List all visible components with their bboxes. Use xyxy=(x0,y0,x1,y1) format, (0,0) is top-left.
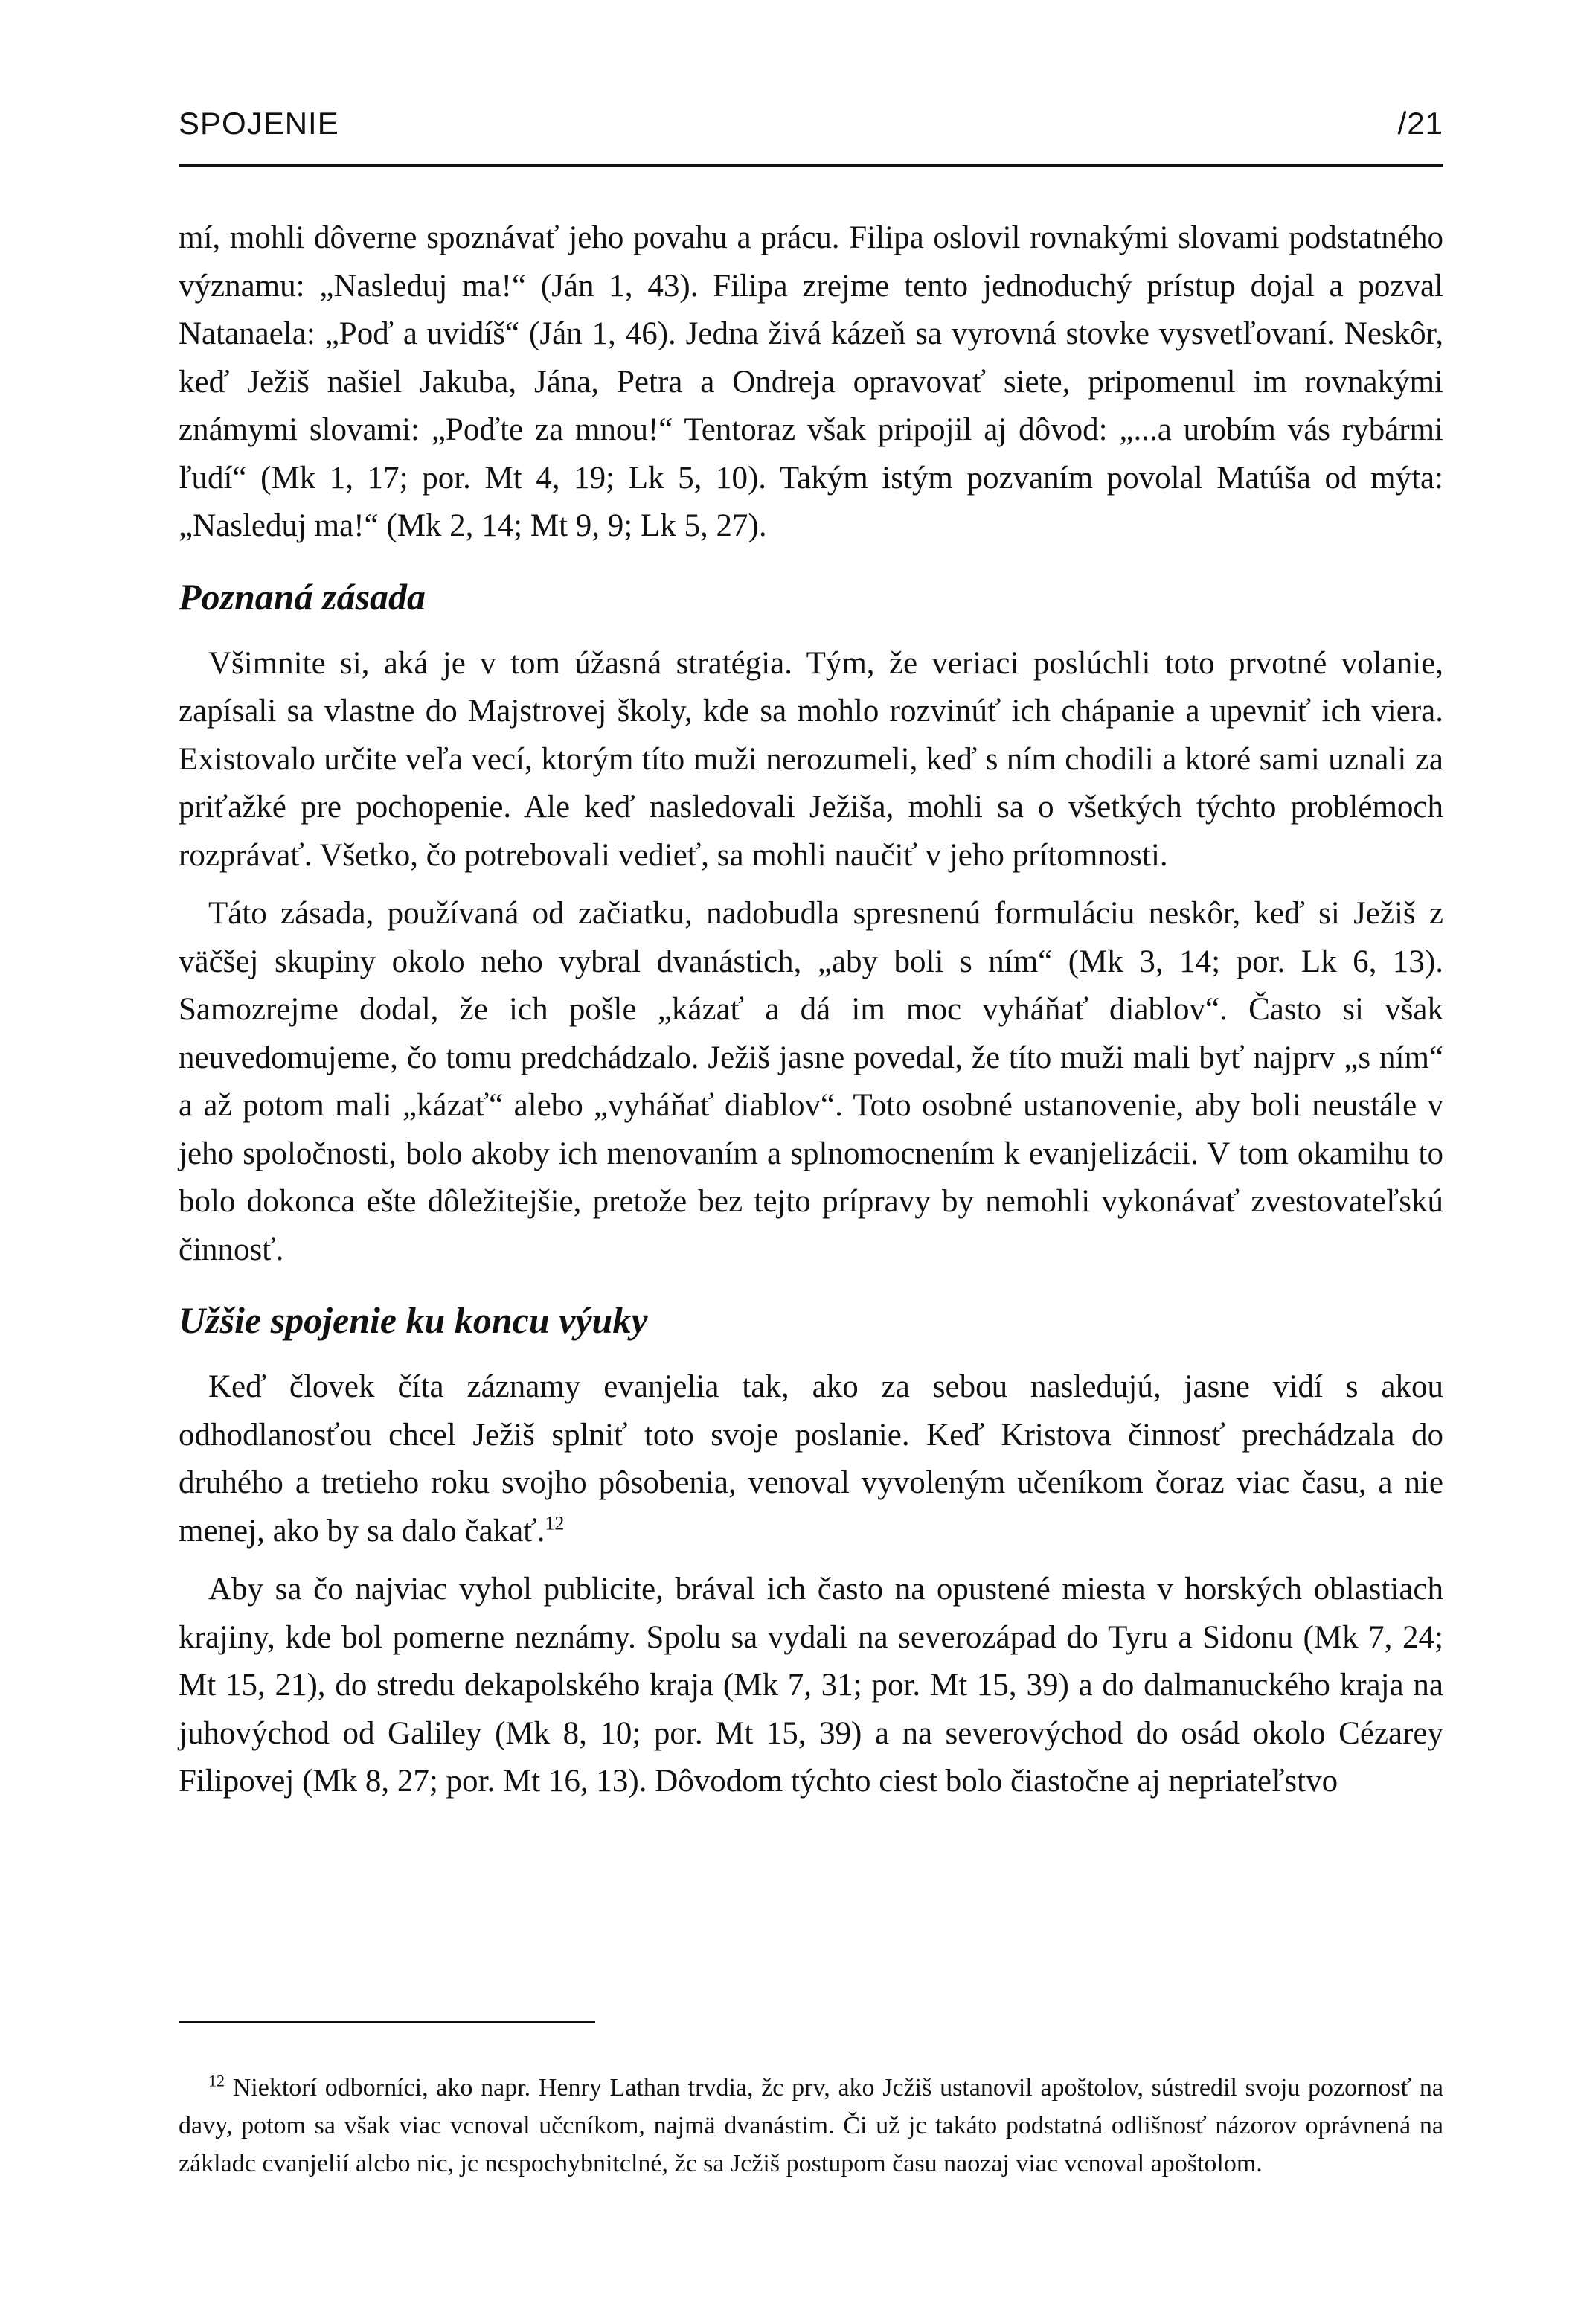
paragraph-1: mí, mohli dôverne spoznávať jeho povahu a prácu. Filipa oslovil rovnakými slovami podstatného významu: „Nasleduj ma!“ (Ján 1, 43). Filipa zrejme tento jednoduchý prístup dojal a pozval Natanaela: „Poď a uvidíš“ (Ján 1, 46). Jedna živá kázeň sa vyrovná stovke vysvetľovaní. Neskôr, keď Ježiš našiel Jakuba, Jána, Petra a Ondreja opravovať siete, pripomenul im rovnakými známymi slovami: „Poďte za mnou!“ Tentoraz však pripojil aj dôvod: „...a urobím vás rybármi ľudí“ (Mk 1, 17; por. Mt 4, 19; Lk 5, 10). Takým istým pozvaním povolal Matúša od mýta: „Nasleduj ma!“ (Mk 2, 14; Mt 9, 9; Lk 5, 27). xyxy=(179,220,1443,543)
footnote xyxy=(179,2069,1443,2183)
paragraph-4 xyxy=(179,1363,1443,1555)
page-number: /21 xyxy=(1397,106,1443,141)
paragraph-5: Aby sa čo najviac vyhol publicite, brával ich často na opustené miesta v horských oblastiach krajiny, kde bol pomerne neznámy. Spolu sa vydali na severozápad do Tyru a Sidonu (Mk 7, 24; Mt 15, 21), do stredu dekapolského kraja (Mk 7, 31; por. Mt 15, 39) a do dalmanuckého kraja na juhovýchod od Galiley (Mk 8, 10; por. Mt 15, 39) a na severovýchod do osád okolo Cézarey Filipovej (Mk 8, 27; por. Mt 16, 13). Dôvodom týchto ciest bolo čiastočne aj nepriateľstvo xyxy=(179,1572,1443,1799)
footnote-rule xyxy=(179,2021,595,2023)
footnote-text: Niektorí odborníci, ako napr. Henry Lathan trvdia, žc prv, ako Jcžiš ustanovil apoštolov, sústredil svoju pozornosť na davy, potom sa však viac vcnoval učcníkom, najmä dvanástim. Či už jc takáto podstatná odlišnosť názorov oprávnená na základc cvanjelií alcbo nic, jc ncspochybnitclné, žc sa Jcžiš postupom času naozaj viac vcnoval apoštolom. xyxy=(179,2074,1444,2177)
footnote-number: 12 xyxy=(208,2071,225,2090)
running-header xyxy=(179,97,1443,141)
paragraph-2: Všimnite si, aká je v tom úžasná stratégia. Tým, že veriaci poslúchli toto prvotné volanie, zapísali sa vlastne do Majstrovej školy, kde sa mohlo rozvinúť ich chápanie a upevniť ich viera. Existovalo určite veľa vecí, ktorým títo muži nerozumeli, keď s ním chodili a ktoré sami uznali za priťažké pre pochopenie. Ale keď nasledovali Ježiša, mohli sa o všetkých týchto problémoch rozprávať. Všetko, čo potrebovali vedieť, sa mohli naučiť v jeho prítomnosti. xyxy=(179,645,1443,873)
section-heading-poznana-zasada: Poznaná zásada xyxy=(179,575,426,618)
paragraph-3: Táto zásada, používaná od začiatku, nadobudla spresnenú formuláciu neskôr, keď si Ježiš z väčšej skupiny okolo neho vybral dvanástich, „aby boli s ním“ (Mk 3, 14; por. Lk 6, 13). Samozrejme dodal, že ich pošle „kázať a dá im moc vyháňať diablov“. Často si však neuvedomujeme, čo tomu predchádzalo. Ježiš jasne povedal, že títo muži mali byť najprv „s ním“ a až potom mali „kázať“ alebo „vyháňať diablov“. Toto osobné ustanovenie, aby boli neustále v jeho spoločnosti, bolo akoby ich menovaním a splnomocnením k evanjelizácii. V tom okamihu to bolo dokonca ešte dôležitejšie, pretože bez tejto prípravy by nemohli vykonávať zvestovateľskú činnosť. xyxy=(179,896,1443,1267)
running-title: SPOJENIE xyxy=(179,106,339,141)
section-heading-uzsie-spojenie: Užšie spojenie ku koncu výuky xyxy=(179,1299,648,1341)
footnote-reference[interactable]: 12 xyxy=(545,1512,565,1534)
header-rule xyxy=(179,164,1443,167)
paragraph-4-text: Keď človek číta záznamy evanjelia tak, ako za sebou nasledujú, jasne vidí s akou odhodlanosťou chcel Ježiš splniť toto svoje poslanie. Keď Kristova činnosť prechádzala do druhého a tretieho roku svojho pôsobenia, venoval vyvoleným učeníkom čoraz viac času, a nie menej, ako by sa dalo čakať. xyxy=(179,1369,1443,1549)
book-page xyxy=(179,97,1443,1806)
